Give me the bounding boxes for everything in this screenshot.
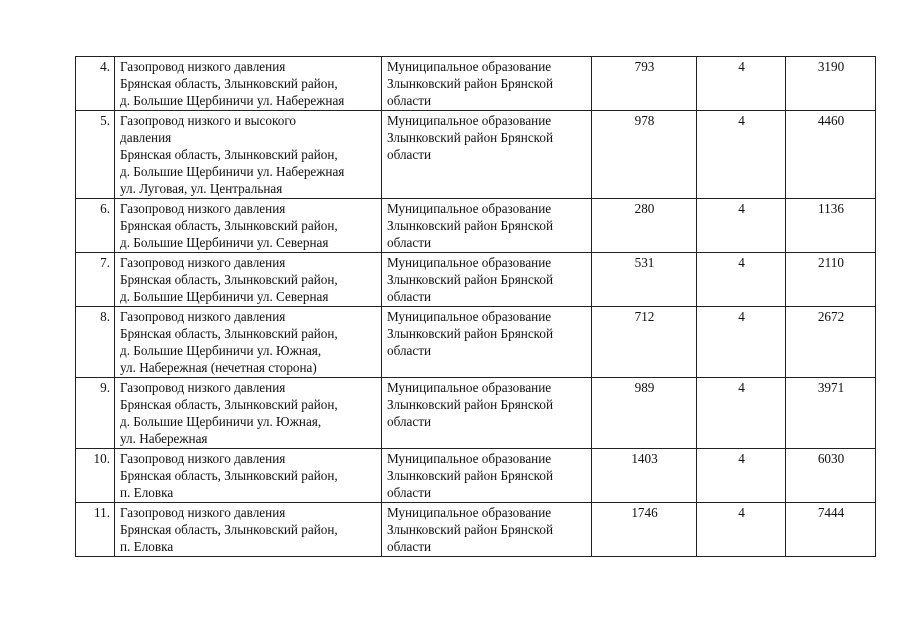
pipeline-length: 531 (592, 253, 697, 307)
owner-entity: Муниципальное образование Злынковский район Брянской области (382, 449, 592, 503)
pipeline-value: 3190 (786, 57, 876, 111)
table-row (76, 57, 876, 111)
row-number: 6. (76, 199, 115, 253)
owner-entity: Муниципальное образование Злынковский район Брянской области (382, 111, 592, 199)
gas-pipeline-registry-table (75, 56, 876, 557)
row-number: 4. (76, 57, 115, 111)
pipeline-description: Газопровод низкого давления Брянская область, Злынковский район, д. Большие Щербиничи ул. Набережная (115, 57, 382, 111)
pipeline-length: 989 (592, 378, 697, 449)
row-number: 7. (76, 253, 115, 307)
table-row (76, 253, 876, 307)
pipeline-length: 280 (592, 199, 697, 253)
pipeline-length: 1403 (592, 449, 697, 503)
pipeline-category: 4 (697, 111, 786, 199)
pipeline-length: 1746 (592, 503, 697, 557)
table-body (76, 57, 876, 557)
owner-entity: Муниципальное образование Злынковский район Брянской области (382, 307, 592, 378)
row-number: 11. (76, 503, 115, 557)
pipeline-description: Газопровод низкого и высокого давления Брянская область, Злынковский район, д. Большие Щербиничи ул. Набережная ул. Луговая, ул. Центральная (115, 111, 382, 199)
row-number: 8. (76, 307, 115, 378)
pipeline-description: Газопровод низкого давления Брянская область, Злынковский район, д. Большие Щербиничи ул. Южная, ул. Набережная (115, 378, 382, 449)
pipeline-value: 1136 (786, 199, 876, 253)
pipeline-category: 4 (697, 199, 786, 253)
row-number: 10. (76, 449, 115, 503)
owner-entity: Муниципальное образование Злынковский район Брянской области (382, 253, 592, 307)
pipeline-length: 793 (592, 57, 697, 111)
table-row (76, 111, 876, 199)
table-row (76, 449, 876, 503)
pipeline-description: Газопровод низкого давления Брянская область, Злынковский район, п. Еловка (115, 449, 382, 503)
pipeline-value: 2672 (786, 307, 876, 378)
pipeline-category: 4 (697, 253, 786, 307)
pipeline-description: Газопровод низкого давления Брянская область, Злынковский район, д. Большие Щербиничи ул. Южная, ул. Набережная (нечетная сторона) (115, 307, 382, 378)
pipeline-category: 4 (697, 57, 786, 111)
pipeline-value: 4460 (786, 111, 876, 199)
pipeline-length: 978 (592, 111, 697, 199)
table-row (76, 199, 876, 253)
pipeline-value: 3971 (786, 378, 876, 449)
owner-entity: Муниципальное образование Злынковский район Брянской области (382, 57, 592, 111)
table-row (76, 503, 876, 557)
table-row (76, 378, 876, 449)
table-row (76, 307, 876, 378)
pipeline-value: 2110 (786, 253, 876, 307)
pipeline-description: Газопровод низкого давления Брянская область, Злынковский район, д. Большие Щербиничи ул. Северная (115, 199, 382, 253)
owner-entity: Муниципальное образование Злынковский район Брянской области (382, 199, 592, 253)
pipeline-category: 4 (697, 378, 786, 449)
pipeline-category: 4 (697, 307, 786, 378)
pipeline-category: 4 (697, 449, 786, 503)
pipeline-description: Газопровод низкого давления Брянская область, Злынковский район, д. Большие Щербиничи ул. Северная (115, 253, 382, 307)
pipeline-description: Газопровод низкого давления Брянская область, Злынковский район, п. Еловка (115, 503, 382, 557)
pipeline-value: 6030 (786, 449, 876, 503)
pipeline-category: 4 (697, 503, 786, 557)
row-number: 9. (76, 378, 115, 449)
pipeline-length: 712 (592, 307, 697, 378)
owner-entity: Муниципальное образование Злынковский район Брянской области (382, 378, 592, 449)
pipeline-value: 7444 (786, 503, 876, 557)
row-number: 5. (76, 111, 115, 199)
owner-entity: Муниципальное образование Злынковский район Брянской области (382, 503, 592, 557)
